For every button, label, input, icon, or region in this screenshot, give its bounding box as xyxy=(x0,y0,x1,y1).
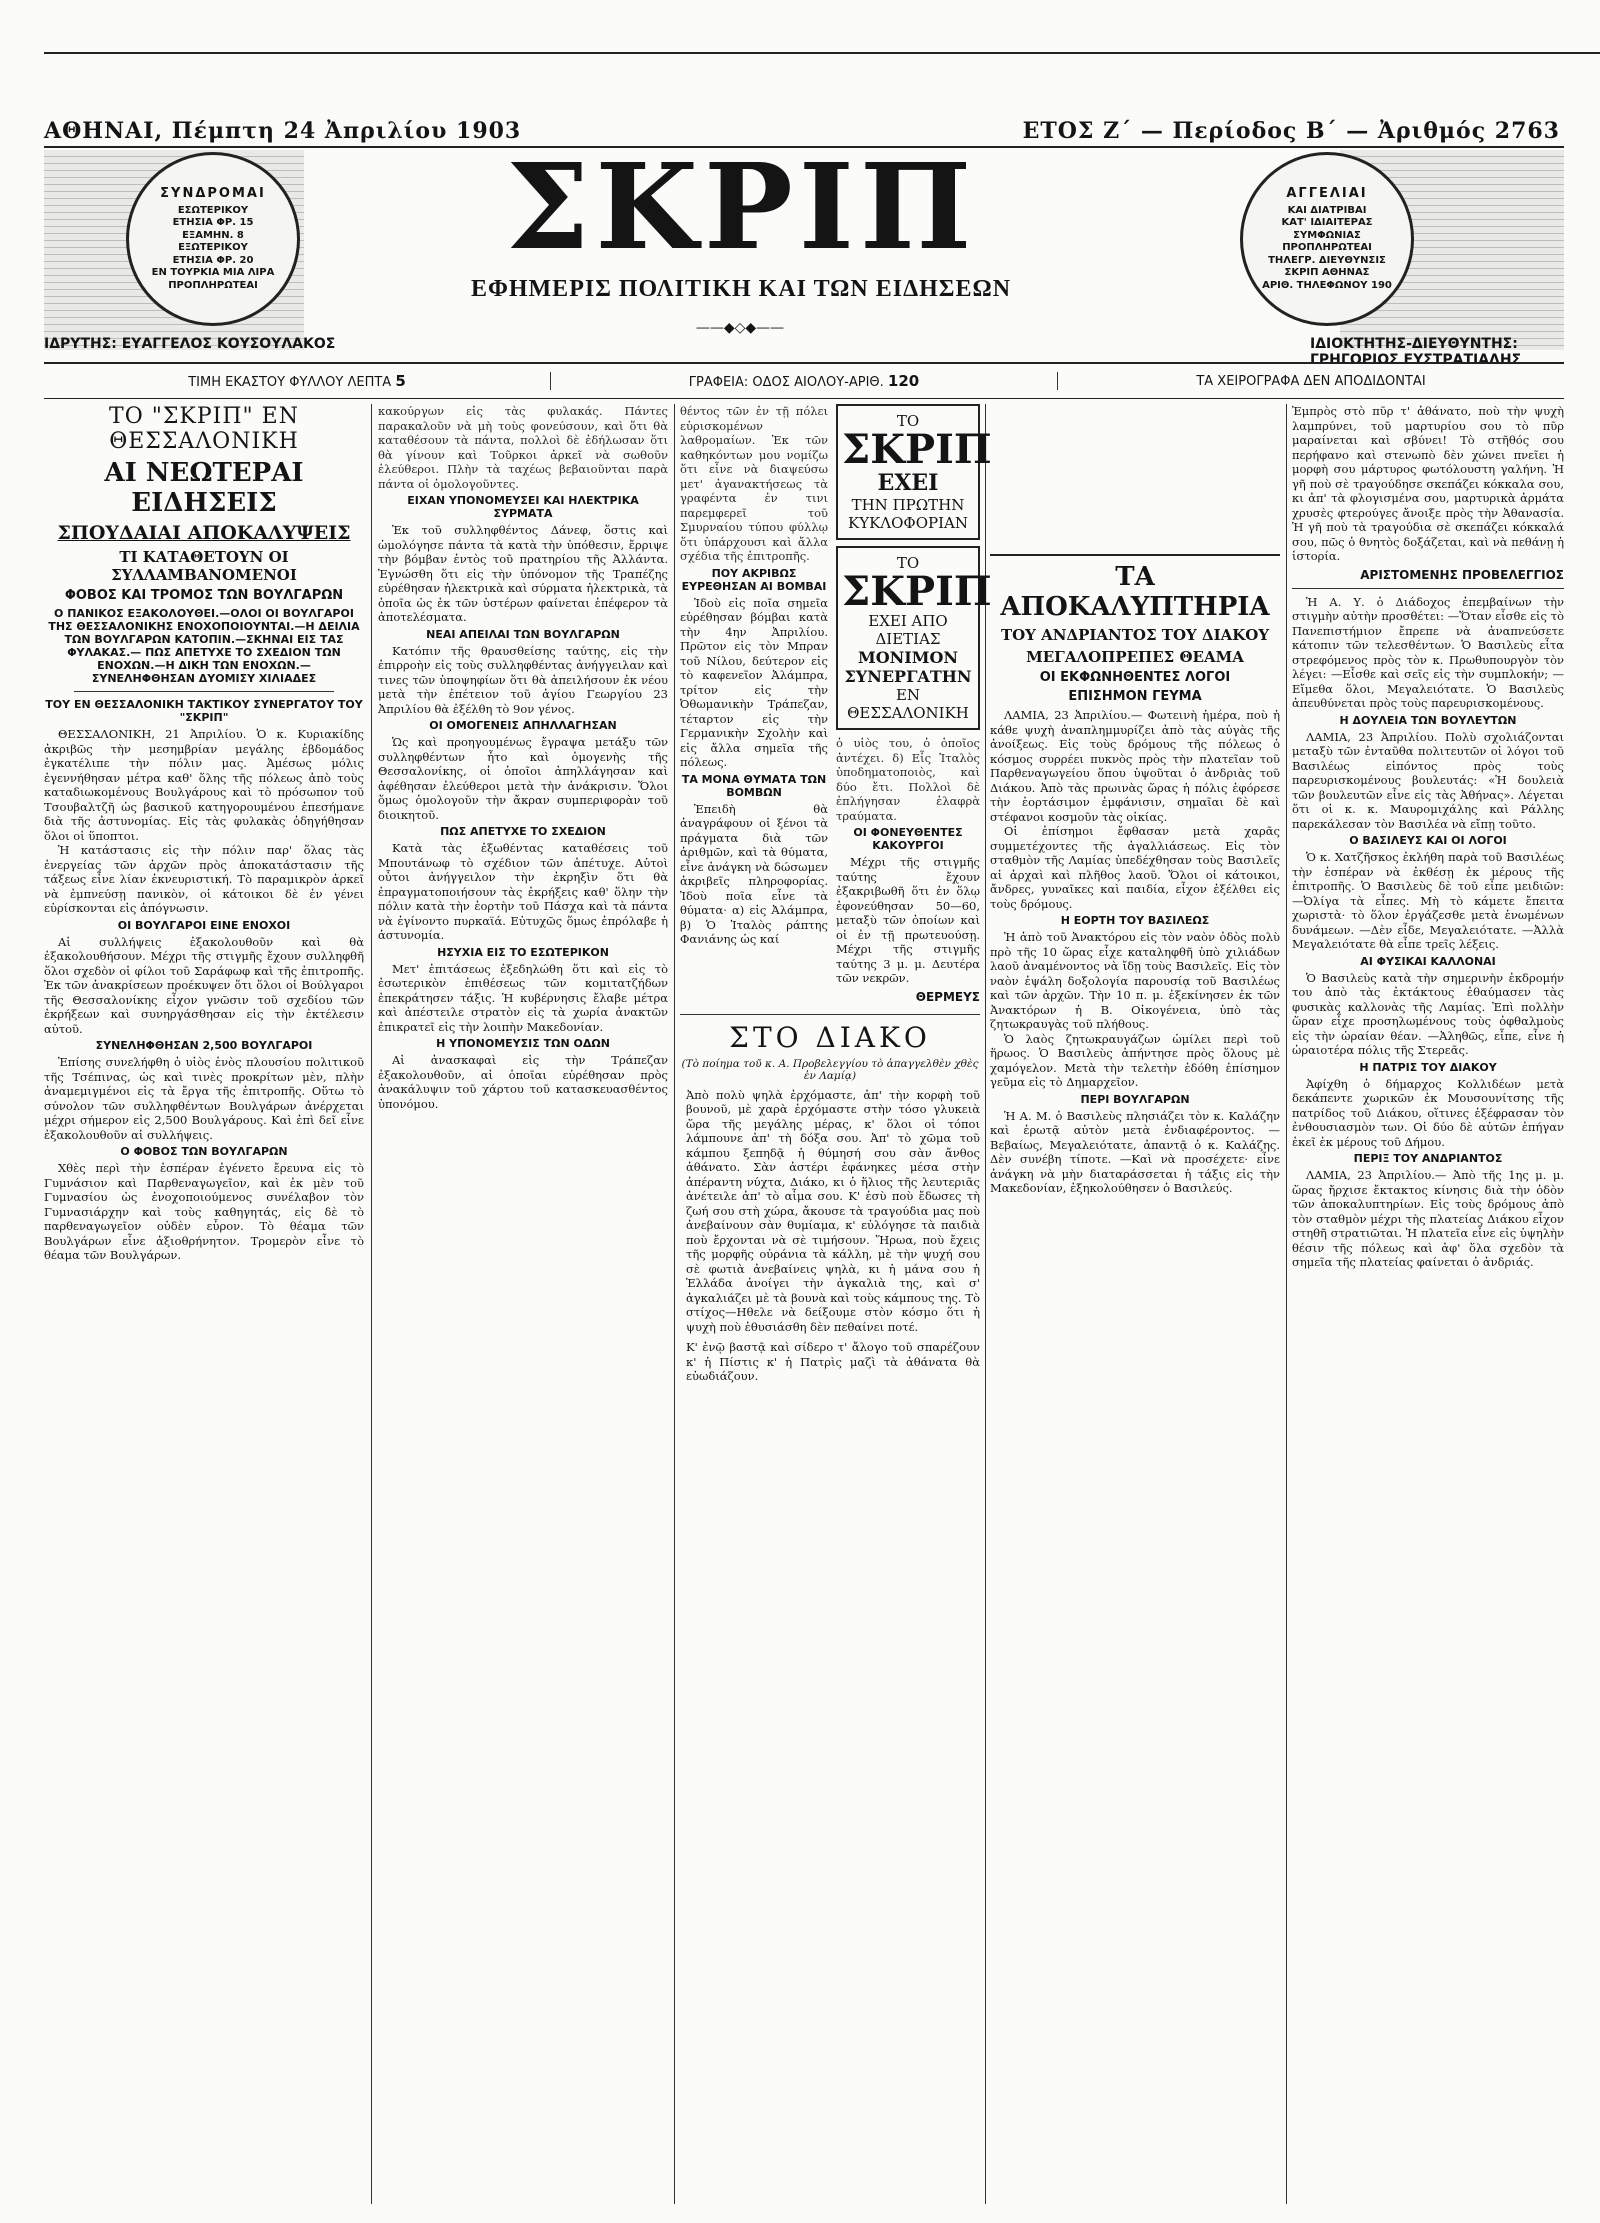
badge-title: ΑΓΓΕΛΙΑΙ xyxy=(1286,185,1368,201)
section-heading: ΠΕΡΙΞ ΤΟΥ ΑΝΔΡΙΑΝΤΟΣ xyxy=(1353,1152,1503,1165)
badge-line: ΚΑΤ' ΙΔΙΑΙΤΕΡΑΣ xyxy=(1281,217,1373,229)
column-4 xyxy=(990,404,1280,1196)
badge-line: ΕΣΩΤΕΡΙΚΟΥ xyxy=(177,204,249,216)
article-kicker: ΤΟ "ΣΚΡΙΠ" ΕΝ ΘΕΣΣΑΛΟΝΙΚΗ xyxy=(109,404,299,454)
info-rule-top xyxy=(44,362,1564,364)
offices-label: ΓΡΑΦΕΙΑ: ΟΔΟΣ ΑΙΟΛΟΥ-ΑΡΙΘ. xyxy=(688,375,884,390)
badge-line: ΑΡΙΘ. ΤΗΛΕΦΩΝΟΥ 190 xyxy=(1262,279,1392,291)
badge-line: ΕΞΩΤΕΡΙΚΟΥ xyxy=(178,242,248,254)
paragraph: Ἡ Α. Μ. ὁ Βασιλεὺς πλησιάζει τὸν κ. Καλάζην καὶ ἐρωτᾷ αὐτὸν μετὰ ἐνδιαφέροντος. —Βεβαίως, Μεγαλειότατε, ἀπαντᾷ ὁ κ. Καλάζης. Δὲν συνέβη τίποτε. —Καὶ νὰ προσέχετε· εἶνε ἀνάγκη νὰ μὴν διαταράσσεται ἡ τάξις εἰς τὴν Μακεδονίαν, ἐξηκολούθησεν ὁ Βασιλεύς. xyxy=(990,1108,1280,1195)
newspaper-logo: ΣΚΡΙΠ xyxy=(506,137,978,276)
ad-line: ΜΟΝΙΜΟΝ ΣΥΝΕΡΓΑΤΗΝ xyxy=(844,648,972,686)
section-heading: Η ΥΠΟΝΟΜΕΥΣΙΣ ΤΩΝ ΟΔΩΝ xyxy=(436,1037,610,1050)
column-3-text xyxy=(680,404,828,1008)
paragraph: Ἐπίσης συνελήφθη ὁ υἱὸς ἑνὸς πλουσίου πολιτικοῦ τῆς Τσέπινας, ὡς καὶ τινὲς προκρίτων μὲν, πλὴν ἀναμεμιγμένοι εἰς τὰ ἔργα τῆς ἐπιτροπῆς. Οὕτω τὸ σύνολον τῶν συλληφθέντων Βουλγάρων ἀνέρχεται μέχρι σήμερον εἰς 2,500 Βουλγάρους. Καὶ ἐπὶ δεῖ εἶνε ἐξακολουθοῦν αἱ συλλήψεις. xyxy=(44,1055,364,1142)
article-headline: ΑΙ ΝΕΩΤΕΡΑΙ ΕΙΔΗΣΕΙΣ xyxy=(104,458,304,518)
paragraph: Αἱ ἀνασκαφαὶ εἰς τὴν Τράπεζαν ἐξακολουθοῦν, αἱ ὁποῖαι εὑρέθησαν πρὸς ἀνακάλυψιν τοῦ χάρτου τοῦ κατασκευασθέντος ὑπονόμου. xyxy=(378,1053,668,1111)
section-heading: ΗΣΥΧΙΑ ΕΙΣ ΤΟ ΕΣΩΤΕΡΙΚΟΝ xyxy=(437,945,609,959)
divider xyxy=(74,691,334,692)
column-divider xyxy=(674,404,675,2204)
manuscripts-notice: ΤΑ ΧΕΙΡΟΓΡΑΦΑ ΔΕΝ ΑΠΟΔΙΔΟΝΤΑΙ xyxy=(1196,373,1426,389)
paragraph: Μετ' ἐπιτάσεως ἐξεδηλώθη ὅτι καὶ εἰς τὸ ἐσωτερικὸν ἐπιθέσεως τῶν κομιτατζήδων ἐπεκράτησεν τάξις. Ἡ κυβέρνησις ἔλαβε μέτρα καὶ ἀπέστειλε στρατὸν εἰς τὰ χωρία ἀνακτῶν ἐπικρατεῖ εἰς τὴν λοιπὴν Μακεδονίαν. xyxy=(378,961,668,1034)
paragraph: θέντος τῶν ἐν τῇ πόλει εὑρισκομένων λαθρομαίων. Ἐκ τῶν καθηκόντων μου νομίζω ὅτι εἶνε νὰ διαψεύσω μετ' ἀγανακτήσεως τὰ γραφέντα ἐν τινι παρεμφερεῖ τοῦ Σμυρναίου τύπου φύλλῳ ὅτι ὑπάρχουσι καὶ ἄλλα σχέδια τῆς ἐπιτροπῆς. xyxy=(680,404,828,563)
article-summary: Ο ΠΑΝΙΚΟΣ ΕΞΑΚΟΛΟΥΘΕΙ.—ΟΛΟΙ ΟΙ ΒΟΥΛΓΑΡΟΙ ΤΗΣ ΘΕΣΣΑΛΟΝΙΚΗΣ ΕΝΟΧΟΠΟΙΟΥΝΤΑΙ.—Η ΔΕΙΛΙΑ ΤΩΝ ΒΟΥΛΓΑΡΩΝ ΚΑΤΟΠΙΝ.—ΣΚΗΝΑΙ ΕΙΣ ΤΑΣ ΦΥΛΑΚΑΣ.— ΠΩΣ ΑΠΕΤΥΧΕ ΤΟ ΣΧΕΔΙΟΝ ΤΩΝ ΕΝΟΧΩΝ.—Η ΔΙΚΗ ΤΩΝ ΕΝΟΧΩΝ.— ΣΥΝΕΛΗΦΘΗΣΑΝ ΔΥΟΜΙΣΥ ΧΙΛΙΑΔΕΣ xyxy=(48,607,360,685)
offices-number: 120 xyxy=(887,372,920,390)
badge-line: ΕΤΗΣΙΑ ΦΡ. 15 xyxy=(172,217,254,229)
section-heading: ΠΕΡΙ ΒΟΥΛΓΑΡΩΝ xyxy=(1080,1092,1190,1106)
section-heading: ΤΑ ΜΟΝΑ ΘΥΜΑΤΑ ΤΩΝ ΒΟΜΒΩΝ xyxy=(681,772,827,799)
paragraph: ὁ υἱὸς του, ὁ ὁποῖος ἀντέχει. δ) Εἷς Ἰταλὸς ὑποδηματοποιὸς, καὶ δύο ἔτι. Πολλοὶ δὲ ἐπλήγησαν ἐλαφρὰ τραύματα. xyxy=(836,736,980,823)
badge-line: ΕΝ ΤΟΥΡΚΙΑ ΜΙΑ ΛΙΡΑ xyxy=(151,267,275,279)
badge-line: ΠΡΟΠΛΗΡΩΤΕΑΙ xyxy=(1282,242,1372,254)
ad-line: ΤΟ xyxy=(896,412,920,430)
section-heading: ΟΙ ΒΟΥΛΓΑΡΟΙ ΕΙΝΕ ΕΝΟΧΟΙ xyxy=(117,918,291,932)
info-bar xyxy=(44,366,1564,396)
paragraph: Οἱ ἐπίσημοι ἔφθασαν μετὰ χαρᾶς συμμετέχοντες τῆς ἀγαλλιάσεως. Εἰς τὸν σταθμὸν τῆς Λαμίας ὑπεδέχθησαν τοὺς Βασιλεῖς αἱ ἀρχαὶ καὶ πλῆθος λαοῦ. Ὅλοι οἱ κάτοικοι, ἄνδρες, γυναῖκες καὶ παιδία, εἶχον ἐξέλθει εἰς τοὺς δρόμους. xyxy=(990,824,1280,911)
ad-line: ΕΧΕΙ xyxy=(877,470,939,496)
column-3-ads xyxy=(836,404,992,1008)
paragraph: Κατὰ τὰς ἐξωθέντας καταθέσεις τοῦ Μπουτάνωφ τὸ σχέδιον τῶν ἀπέτυχε. Αὐτοὶ οὗτοι ἀνήγγειλον τὴν ἐκρηξὶν ὅτι θὰ ἐπραγματοποιήσουν τὰς ἐκρήξεις καθ' ὅλην τὴν πόλιν κατὰ τὴν ἑορτὴν τοῦ Πάσχα καὶ τὰ πάντα νὰ ἐγίνοντο πυρκαϊά. Εὐτυχῶς ὅμως ἐπρόλαβε ἡ ἀστυνομία. xyxy=(378,841,668,942)
column-divider xyxy=(371,404,372,2204)
article-subheadline: ΟΙ ΕΚΦΩΝΗΘΕΝΤΕΣ ΛΟΓΟΙ xyxy=(1039,670,1231,685)
column-divider xyxy=(1286,404,1287,2204)
paragraph: Χθὲς περὶ τὴν ἑσπέραν ἐγένετο ἔρευνα εἰς τὸ Γυμνάσιον καὶ Παρθεναγωγεῖον, καὶ ἐκ μὲν τοῦ Γυμνασίου ὡς ἐνοχοποιούμενος συνέλαβον τὸν Γυμνασιάρχην καὶ τοὺς καθηγητάς, εἰς δὲ τὸ παρθεναγωγεῖον οὐδὲν εὗρον. Τὸ θέαμα τῶν Βουλγάρων εἶνε ἀξιοθρήνητον. Τρομερὸν εἶνε τὸ θέαμα τῶν Βουλγάρων. xyxy=(44,1161,364,1262)
section-heading: Η ΠΑΤΡΙΣ ΤΟΥ ΔΙΑΚΟΥ xyxy=(1359,1060,1497,1074)
poem-author: ΑΡΙΣΤΟΜΕΝΗΣ ΠΡΟΒΕΛΕΓΓΙΟΣ xyxy=(1360,567,1564,582)
paragraph: Ἡ ἀπὸ τοῦ Ἀνακτόρου εἰς τὸν ναὸν ὁδὸς πολὺ πρὸ τῆς 10 ὥρας εἶχε καταληφθῆ ὑπὸ χιλιάδων λαοῦ ἀναμένοντος νὰ ἴδῃ τοὺς Βασιλεῖς. Εἰς τὸν ναὸν ἐψάλη δοξολογία παρουσίᾳ τοῦ Βασιλέως καὶ τῶν ἀρχῶν. Τὴν 10 π. μ. ἐξεκίνησεν ἐκ τῶν Ἀνακτόρων ἡ Β. Οἰκογένεια, ὑπὸ τὰς ζητωκραυγὰς τοῦ πλήθους. xyxy=(990,930,1280,1031)
poem-text: Ἐμπρὸς στὸ πῦρ τ' ἀθάνατο, ποὺ τὴν ψυχὴ λαμπρύνει, τοῦ μαρτυρίου σου τὸ πῦρ μαραίνεται καὶ σβύνει! Τὸ στῆθός σου περήφανο καὶ στενωπὸ δὲν χώνει πνεῖει ἡ μορφὴ σου μάρτυρος φωτόλουστη γαλήνη. Ἡ γῆ ποὺ σὲ τραγούδησε σκεπάζει κόκκαλα σου, κι ἀπ' τὰ φλογισμένα σου, μαρτυρικὰ ἀρμάτα χρυσὲς φτερούγες ἄνοιξε πρὸς τὴν Ἀθανασία. Ἡ γῆ ποὺ τὰ τραγούδια σὲ σκεπάζει κόκκαλά σου, πῶς ὁ θνητὸς δοξάζεται, καὶ νὰ πεθάνῃ ἡ ἱστορία. xyxy=(1292,404,1564,563)
paragraph: Ἐπειδὴ θὰ ἀναγράφουν οἱ ξένοι τὰ πράγματα διὰ τῶν ἀριθμῶν, καὶ τὰ θύματα, εἶνε ἀνάγκη νὰ δώσωμεν ἀκριβεῖς πληροφορίας. Ἰδοὺ ποῖα εἶνε τὰ θύματα· α) εἰς Ἀλάμπρα, β) Ὁ Ἰταλὸς ράπτης Φανιάνης ὡς καί xyxy=(680,801,828,946)
article-byline: ΤΟΥ ΕΝ ΘΕΣΣΑΛΟΝΙΚΗ ΤΑΚΤΙΚΟΥ ΣΥΝΕΡΓΑΤΟΥ ΤΟΥ "ΣΚΡΙΠ" xyxy=(45,698,363,724)
section-heading: Η ΕΟΡΤΗ ΤΟΥ ΒΑΣΙΛΕΩΣ xyxy=(1060,914,1210,927)
section-heading: ΟΙ ΟΜΟΓΕΝΕΙΣ ΑΠΗΛΛΑΓΗΣΑΝ xyxy=(429,719,617,732)
circulation-ad xyxy=(836,404,992,540)
column-divider xyxy=(985,404,986,2204)
poem-title: ΣΤΟ ΔΙΑΚΟ xyxy=(729,1020,931,1054)
newspaper-subtitle: ΕΦΗΜΕΡΙΣ ΠΟΛΙΤΙΚΗ ΚΑΙ ΤΩΝ ΕΙΔΗΣΕΩΝ xyxy=(470,276,1012,302)
issue-number: ΕΤΟΣ Ζ΄ — Περίοδος Β΄ — Ἀριθμός 2763 xyxy=(1022,118,1560,144)
column-2 xyxy=(378,404,668,1111)
poem-text: Ἀπὸ πολὺ ψηλὰ ἐρχόμαστε, ἀπ' τὴν κορφὴ τοῦ βουνοῦ, μὲ χαρὰ ἐρχόμαστε στὴν τόσο γλυκειὰ ὥρα τῆς μεγάλης μέρας, κ' ὅλοι οἱ τόποι λάμπουνε ἀπ' τὴ δόξα σου. Ἀπ' τὸ χῶμα τοῦ κάμπου ξεπηδᾷ ἡ θύμησή σου σὰν ἄνθος ἀθάνατο. Σὰν ἀστέρι ἐφάνηκες μέσα στὴν ἀπέραντη νύχτα, Διάκο, κι ὁ ἥλιος τῆς λευτεριᾶς ἀνέτειλε ἀπ' τὸ αἷμα σου. Κ' ἐσὺ ποὺ ἔδωσες τὴ ζωή σου στὴ χώρα, ἄκουσε τὰ τραγούδια μας ποὺ ἀνεβαίνουν σὰν θυμίαμα, κ' εὐλόγησε τὰ παιδιὰ ποὺ ἔρχονται νὰ σὲ τιμήσουν. Ἥρωα, ποὺ ἔχεις τῆς μορφῆς οὐράνια τὰ κάλλη, μὲ τὴν ψυχή σου σὲ φωτιὰ ἀνεβαίνεις ψηλὰ, κι ἡ μάνα σου ἡ Ἑλλάδα ἀνοίγει τὴν ἀγκαλιὰ της, καὶ σ' ἀγκαλιάζει μὲ τὰ βουνὰ καὶ τοὺς κάμπους της. Τὸ στίχος—Ηθελε νὰ δείξουμε στὸν κόσμο ὅτι ἡ ψυχὴ ποὺ ἐθυσιάσθη δὲν πεθαίνει ποτέ. xyxy=(686,1087,980,1334)
paragraph: Ἡ κατάστασις εἰς τὴν πόλιν παρ' ὅλας τὰς ἐνεργείας τῶν ἀρχῶν πρὸς ἀποκατάστασιν τῆς τάξεως εἶνε λίαν ἐκνευριστική. Τὸ παραμικρὸν ἀρκεῖ νὰ ἐμπνεύσῃ πανικὸν, οἱ κάτοικοι δὲ ἐν γένει εὑρίσκονται εἰς ἀπόγνωσιν. xyxy=(44,843,364,915)
paragraph: Μέχρι τῆς στιγμῆς ταύτης ἔχουν ἐξακριβωθῆ ὅτι ἐν ὅλῳ ἐφονεύθησαν 50—60, μεταξὺ τῶν ὁποίων καὶ οἱ ἐν τῇ πρωτευούσῃ. Μέχρι τῆς στιγμῆς ταύτης 3 μ. μ. Δευτέρα τῶν νεκρῶν. xyxy=(836,855,980,985)
paragraph: Ἡ Α. Υ. ὁ Διάδοχος ἐπεμβαίνων τὴν στιγμὴν αὐτὴν προσθέτει: —Ὅταν εἶσθε εἰς τὸ Πανεπιστήμιον ἔπρεπε νὰ ἀναπνεύσετε κάτοπιν τῶν τελεσθέντων. Ὁ Βασιλεὺς εἶτα στρεφόμενος πρὸς τὸν κ. Πρωθυπουργὸν τὸν λέγει: —Εἶσθε καὶ σεῖς εἰς τὴν συμπλοκήν; —Εἴμεθα ὅλοι, Μεγαλειότατε. Ὁ Βασιλεὺς ἀπευθύνεται πρὸς τοὺς παρευρισκομένους. xyxy=(1292,594,1564,710)
poem-note: (Τὸ ποίημα τοῦ κ. Α. Προβελεγγίου τὸ ἀπαγγελθὲν χθὲς ἐν Λαμίᾳ) xyxy=(681,1057,979,1082)
badge-line: ΕΞΑΜΗΝ. 8 xyxy=(182,229,244,241)
paragraph: ΘΕΣΣΑΛΟΝΙΚΗ, 21 Ἀπριλίου. Ὁ κ. Κυριακίδης ἀκριβῶς τὴν μεσημβρίαν μεγάλης ἑβδομάδος ἐγκατέλιπε τὴν πόλιν μας. Ἀμέσως μόλις ἐγεννήθησαν μέτρα καθ' ὅλης τῆς πόλεως ἀπὸ τοὺς καταδιωκομένους Βουλγάρους καὶ τὸ πρόσωπον τοῦ Τσουβαλτζῆ ὡς βασικοῦ κατηγορουμένου ἐπεσήμανε διὰ τῆς ἀστυνομίας. Εἰς τὰς φυλακὰς ὁδηγήθησαν ὅλοι οἱ ὕποπτοι. xyxy=(44,727,364,843)
section-heading: ΠΟΥ ΑΚΡΙΒΩΣ ΕΥΡΕΘΗΣΑΝ ΑΙ ΒΟΜΒΑΙ xyxy=(681,566,827,593)
badge-line: ΣΥΜΦΩΝΙΑΣ xyxy=(1293,229,1361,241)
paragraph: Ὁ Βασιλεὺς κατὰ τὴν σημερινὴν ἐκδρομήν του ἀπὸ τὰς ἐκτάκτους ἐθαύμασεν τὰς φυσικὰς καλλονὰς τῆς Λαμίας. Ἐπὶ πολλὴν ὥραν εἶχε προσηλωμένους τοὺς ὀφθαλμοὺς εἰς τὴν ὡραίαν θέαν. —Ἀληθῶς, εἶπε, εἶνε ἡ ὡραιοτέρα πόλις τῆς Στερεᾶς. xyxy=(1292,970,1564,1057)
badge-line: ΚΑΙ ΔΙΑΤΡΙΒΑΙ xyxy=(1287,204,1367,216)
paragraph: Ὁ κ. Χατζῆσκος ἐκλήθη παρὰ τοῦ Βασιλέως τὴν ἑσπέραν νὰ ἐκθέσῃ ἐκ μέρους τῆς ἐπιτροπῆς. Ὁ Βασιλεὺς δὲ τοῦ εἶπε μειδιῶν: —Ὀλίγα τὰ εἶπες. Μὴ τὸ κάμετε ἔπειτα χωριστὰ· τὸ ὅλον ἐργάζεσθε μετὰ ἑνωμένων δυνάμεων. —Δὲν εἶδε, Μεγαλειότατε. —Ἀλλὰ Μεγαλειότατε θὰ εἶπε τρεῖς λέξεις. xyxy=(1292,850,1564,951)
top-rule xyxy=(44,52,1600,54)
section-heading: ΕΙΧΑΝ ΥΠΟΝΟΜΕΥΣΕΙ ΚΑΙ ΗΛΕΚΤΡΙΚΑ ΣΥΡΜΑΤΑ xyxy=(407,494,639,520)
article-subheadline: ΤΟΥ ΑΝΔΡΙΑΝΤΟΣ ΤΟΥ ΔΙΑΚΟΥ xyxy=(1000,626,1270,644)
section-heading: ΝΕΑΙ ΑΠΕΙΛΑΙ ΤΩΝ ΒΟΥΛΓΑΡΩΝ xyxy=(426,627,620,641)
author-signature: ΘΕΡΜΕΥΣ xyxy=(915,989,980,1004)
paragraph: Ἐκ τοῦ συλληφθέντος Δάνεφ, ὅστις καὶ ὡμολόγησε πάντα τὰ κατὰ τὴν ὑπόθεσιν, ἔρριψε τὴν βόμβαν ἐντὸς τοῦ πρατηρίου τῆς Ἀλλάντα. Ἐγνώσθη ὅτι εἰς τὴν ὑπόνομον τῆς Τραπέζης εὑρέθησαν ἠλεκτρικὰ καὶ σύρματα ἠλεκτρικὰ, τὰ ὁποῖα ὡς ἐκ τῶν ὑστέρων φαίνεται ἐπέφερον τὰ ἀποτελέσματα. xyxy=(378,523,668,624)
article-headline: ΤΑ ΑΠΟΚΑΛΥΠΤΗΡΙΑ xyxy=(990,554,1280,622)
ad-logo: ΣΚΡΙΠ xyxy=(842,568,992,615)
owner-credit: ΙΔΙΟΚΤΗΤΗΣ-ΔΙΕΥΘΥΝΤΗΣ: ΓΡΗΓΟΡΙΟΣ ΕΥΣΤΡΑΤΙΑΔΗΣ xyxy=(1310,336,1522,368)
advertising-badge xyxy=(1240,152,1414,326)
article-subheadline: ΦΟΒΟΣ ΚΑΙ ΤΡΟΜΟΣ ΤΩΝ ΒΟΥΛΓΑΡΩΝ xyxy=(64,588,344,603)
badge-line: ΕΤΗΣΙΑ ΦΡ. 20 xyxy=(172,254,254,266)
column-3 xyxy=(680,404,992,1384)
offices-info xyxy=(551,372,1058,390)
paragraph: κακούργων εἰς τὰς φυλακάς. Πάντες παρακαλοῦν νὰ μὴ τοὺς φονεύσουν, καὶ ὅτι θὰ καταθέσουν τὰ πάντα, πολλοὶ δὲ ἐδήλωσαν ὅτι θὰ γίνουν καὶ Τοῦρκοι ἀρκεῖ νὰ σωθοῦν ἐλεύθεροι. Πλὴν τὰ ταχέως βεβαιοῦνται παρὰ πάντα οἱ ὁμολογοῦντες. xyxy=(378,404,668,491)
column-5 xyxy=(1292,404,1564,1270)
column-1 xyxy=(44,404,364,1263)
ad-line: ΤΗΝ ΠΡΩΤΗΝ ΚΥΚΛΟΦΟΡΙΑΝ xyxy=(847,496,968,532)
founder-credit: ΙΔΡΥΤΗΣ: ΕΥΑΓΓΕΛΟΣ ΚΟΥΣΟΥΛΑΚΟΣ xyxy=(44,336,336,352)
article-subheadline: ΤΙ ΚΑΤΑΘΕΤΟΥΝ ΟΙ ΣΥΛΛΑΜΒΑΝΟΜΕΝΟΙ xyxy=(111,548,297,584)
paragraph: Κατόπιν τῆς θραυσθείσης ταύτης, εἰς τὴν ἐπιρροὴν εἰς τοὺς συλληφθέντας ἀνήγγειλαν καὶ τινες τῶν ὑποψηφίων ὅτι θὰ ἀπειλήσουν ἐκ νέου μετὰ τὴν ἐπέτειον τοῦ ἁγίου Γεωργίου 23 Ἀπριλίου θὰ ἐξέλθη τὸ 9ον γένος. xyxy=(378,643,668,716)
column-4-spacer xyxy=(990,404,1280,554)
paragraph: Ἀφίχθη ὁ δήμαρχος Κολλιδέων μετὰ δεκάπεντε χωρικῶν ἐκ Μουσουνίτσης τῆς πατρίδος τοῦ Διάκου, οἵτινες ἐξέφρασαν τὸν ἐνθουσιασμὸν των. Οἱ δύο δὲ αὐτῶν ἐπήγαν ἐκεῖ ἐκ μέρους τοῦ Δήμου. xyxy=(1292,1076,1564,1149)
paragraph: Ὡς καὶ προηγουμένως ἔγραψα μετάξυ τῶν συλληφθέντων ἦτο καὶ ὁμογενὴς τῆς Θεσσαλονίκης, οἱ ὁποῖοι ἀπηλλάγησαν καὶ ἀφέθησαν ἐλεύθεροι μετὰ τὴν ἀνάκρισιν. Ὅλοι ὅμως ὁμολογοῦν τὴν ἄκραν συμπεριφορὰν τοῦ διοικητοῦ. xyxy=(378,735,668,822)
section-heading: Ο ΒΑΣΙΛΕΥΣ ΚΑΙ ΟΙ ΛΟΓΟΙ xyxy=(1349,834,1507,847)
section-heading: Η ΔΟΥΛΕΙΑ ΤΩΝ ΒΟΥΛΕΥΤΩΝ xyxy=(1339,713,1517,727)
article-subheadline: ΣΠΟΥΔΑΙΑΙ ΑΠΟΚΑΛΥΨΕΙΣ xyxy=(57,522,351,544)
ad-line: ΕΧΕΙ ΑΠΟ ΔΙΕΤΙΑΣ xyxy=(868,612,948,648)
divider xyxy=(1292,588,1564,589)
paragraph: ΛΑΜΙΑ, 23 Ἀπριλίου.— Ἀπὸ τῆς 1ης μ. μ. ὥρας ἤρχισε ἔκτακτος κίνησις διὰ τὴν ὁδὸν τῶν ἀποκαλυπτηρίων. Εἰς τοὺς δρόμους ἀπὸ τὸν σταθμὸν μέχρι τὴς πλατείας Διάκου εἶχον στηθῆ στρατιῶται. Ἡ πλατεῖα εἶνε εἰς ὑψηλὴν θέσιν τῆς πόλεως καὶ ἀφ' ὅλα σχεδὸν τὰ σημεῖα τῆς πλατείας φαίνεται ὁ ἀνδριάς. xyxy=(1292,1168,1564,1269)
section-heading: ΣΥΝΕΛΗΦΘΗΣΑΝ 2,500 ΒΟΥΛΓΑΡΟΙ xyxy=(95,1039,313,1052)
badge-title: ΣΥΝΔΡΟΜΑΙ xyxy=(160,185,266,201)
correspondent-ad xyxy=(836,546,992,730)
paragraph: Ἰδοὺ εἰς ποῖα σημεῖα εὑρέθησαν βόμβαι κατὰ τὴν 4ην Ἀπριλίου. Πρῶτον εἰς τὸν Μπραν τοῦ Νίλου, δεύτερον εἰς τὸ καφενεῖον Ἀλάμπρα, τρίτον εἰς τὴν Ὀθωμανικὴν Τράπεζαν, τέταρτον εἰς τὴν Γερμανικὴν Σχολὴν καὶ εἰς ἄλλα σημεῖα τῆς πόλεως. xyxy=(680,595,828,769)
ad-line: ΤΟ xyxy=(896,554,920,572)
column-3-top xyxy=(680,404,992,1008)
ad-line: ΕΝ ΘΕΣΣΑΛΟΝΙΚΗ xyxy=(847,686,969,722)
paragraph: ΛΑΜΙΑ, 23 Ἀπριλίου.— Φωτεινὴ ἡμέρα, ποὺ ἡ κάθε ψυχὴ ἀναπλημμυρίζει ἀπὸ τὰς αὐγὰς τῆς ἀνοίξεως. Εἰς τοὺς δρόμους τῆς πόλεως ὁ κόσμος συρρέει πυκνὸς πρὸς τὴν πλατεῖαν τοῦ Παρθεναγωγείου ὅπου ὑψοῦται ὁ ἀνδριὰς τοῦ Διάκου. Ἀπὸ τὰς πρωινὰς ὥρας ἡ πόλις ἐφόρεσε τὴν ἑορτάσιμον ἐμφάνισιν, σημαῖαι δὲ καὶ στέφανοι κοσμοῦν τὰς οἰκίας. xyxy=(990,708,1280,824)
ornament: ——◆◇◆—— xyxy=(695,320,785,336)
article-subheadline: ΜΕΓΑΛΟΠΡΕΠΕΣ ΘΕΑΜΑ xyxy=(1026,648,1244,666)
paragraph: ΛΑΜΙΑ, 23 Ἀπριλίου. Πολὺ σχολιάζονται μεταξὺ τῶν ἐνταῦθα πολιτευτῶν οἱ λόγοι τοῦ Βασιλέως εἰπόντος πρὸς τοὺς παρευρισκομένους βουλευτάς: «Ἡ δουλειὰ τῶν βουλευτῶν εἶνε εἰς τὰς Ἀθήνας». Λέγεται ὅτι οἱ κ. κ. Μαυρομιχάλης καὶ Ράλλης παρεκάλεσαν τὸν Βασιλέα νὰ εἴπῃ τοῦτο. xyxy=(1292,729,1564,831)
article-subheadline: ΕΠΙΣΗΜΟΝ ΓΕΥΜΑ xyxy=(1068,689,1202,704)
section-heading: ΑΙ ΦΥΣΙΚΑΙ ΚΑΛΛΟΝΑΙ xyxy=(1360,954,1496,968)
poem-closing: Κ' ἐνῷ βαστᾷ καὶ σίδερο τ' ἄλογο τοῦ σπαρέζουν κ' ἡ Πίστις κ' ἡ Πατρὶς μαζὶ τὰ ἀθάνατα θὰ εὐωδιάζουν. xyxy=(686,1340,980,1383)
divider xyxy=(680,1014,980,1015)
ad-logo: ΣΚΡΙΠ xyxy=(842,426,992,473)
price-value: 5 xyxy=(395,372,406,390)
paragraph: Ὁ λαὸς ζητωκραυγάζων ὡμίλει περὶ τοῦ ἥρωος. Ὁ Βασιλεὺς ἀπήντησε πρὸς ὅλους μὲ χαμόγελον. Μετὰ τὴν τελετὴν ἐδόθη ἐπίσημον γεῦμα εἰς τὸ Δημαρχεῖον. xyxy=(990,1031,1280,1089)
section-heading: ΟΙ ΦΟΝΕΥΘΕΝΤΕΣ ΚΑΚΟΥΡΓΟΙ xyxy=(853,826,963,852)
price-label: ΤΙΜΗ ΕΚΑΣΤΟΥ ΦΥΛΛΟΥ ΛΕΠΤΑ xyxy=(188,375,392,390)
price-info xyxy=(44,372,551,390)
subscription-badge xyxy=(126,152,300,326)
paragraph: Αἱ συλλήψεις ἐξακολουθοῦν καὶ θὰ ἐξακολουθήσουν. Μέχρι τῆς στιγμῆς ἔχουν συλληφθῆ ὅλοι σχεδὸν οἱ φίλοι τοῦ Σαράφωφ καὶ τῆς ἐπιτροπῆς. Ἐκ τῶν ἀνακρίσεων προέκυψεν ὅτι ὅλοι οἱ Βούλγαροι τῆς Θεσσαλονίκης εἶχον γνῶσιν τοῦ σχεδίου τῶν ἐκρήξεων καὶ συνηργάσθησαν εἰς τὴν ἐκτέλεσιν αὐτοῦ. xyxy=(44,934,364,1036)
dateline: ΑΘΗΝΑΙ, Πέμπτη 24 Ἀπριλίου 1903 xyxy=(44,118,522,144)
section-heading: Ο ΦΟΒΟΣ ΤΩΝ ΒΟΥΛΓΑΡΩΝ xyxy=(120,1145,288,1158)
badge-line: ΣΚΡΙΠ ΑΘΗΝΑΣ xyxy=(1284,267,1370,279)
section-heading: ΠΩΣ ΑΠΕΤΥΧΕ ΤΟ ΣΧΕΔΙΟΝ xyxy=(440,825,606,838)
badge-line: ΤΗΛΕΓΡ. ΔΙΕΥΘΥΝΣΙΣ xyxy=(1268,254,1386,266)
badge-line: ΠΡΟΠΛΗΡΩΤΕΑΙ xyxy=(168,279,258,291)
info-rule-bottom xyxy=(44,398,1564,399)
